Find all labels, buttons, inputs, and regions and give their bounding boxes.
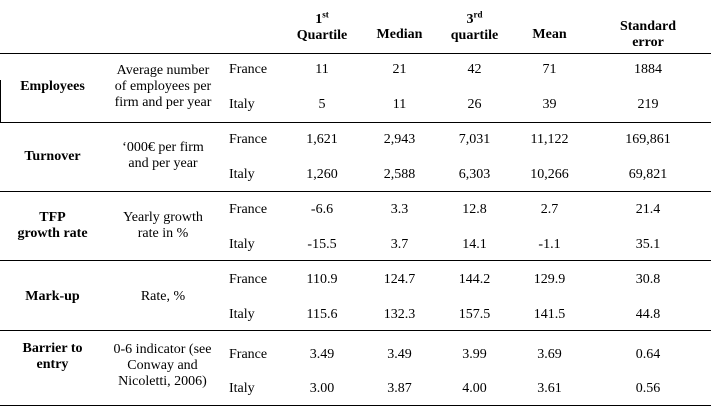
cell-q1: 11 [315, 62, 329, 77]
rule-table-bottom [0, 405, 711, 406]
cell-mean: 11,122 [530, 132, 569, 147]
cell-q3: 12.8 [462, 202, 487, 217]
row-label-tfp [5, 210, 100, 242]
row-label-markup: Mark-up [25, 289, 80, 304]
row-desc-tfp [103, 210, 223, 242]
cell-q1: 3.00 [309, 381, 335, 396]
label-line: growth rate [17, 226, 88, 241]
row-desc-markup [103, 289, 223, 305]
cell-median: 3.3 [390, 202, 409, 217]
cell-q1: 1,260 [306, 167, 338, 182]
country-france: France [229, 347, 268, 362]
cell-mean: 2.7 [540, 202, 559, 217]
cell-q3: 3.99 [462, 347, 487, 362]
row-label-barrier [5, 341, 100, 373]
cell-se: 1884 [634, 62, 662, 77]
rule-turnover-bottom [0, 191, 711, 192]
cell-se: 21.4 [635, 202, 661, 217]
header-q1 [283, 9, 361, 44]
cell-q1: 3.49 [309, 347, 335, 362]
cell-mean: -1.1 [538, 237, 561, 252]
header-mean: Mean [532, 27, 567, 42]
header-q3-number: 3 [466, 12, 474, 27]
country-france: France [229, 202, 268, 217]
cell-mean: 39 [542, 97, 557, 112]
cell-q1: 115.6 [306, 307, 338, 322]
rule-header-bottom [0, 53, 711, 54]
desc-line: and per year [128, 156, 198, 171]
cell-mean: 71 [542, 62, 557, 77]
cell-q3: 42 [467, 62, 482, 77]
header-se-line2: error [632, 35, 664, 50]
cell-q3: 4.00 [462, 381, 487, 396]
rule-left-employees [0, 80, 1, 122]
cell-se: 30.8 [635, 272, 661, 287]
country-italy: Italy [229, 167, 255, 182]
rule-markup-bottom [0, 330, 711, 331]
header-q3 [437, 9, 512, 44]
cell-q3: 6,303 [458, 167, 491, 182]
cell-median: 132.3 [383, 307, 416, 322]
row-label-employees: Employees [20, 79, 85, 94]
desc-line: Rate, % [140, 289, 186, 304]
cell-q3: 7,031 [458, 132, 491, 147]
rule-tfp-bottom [0, 260, 711, 261]
desc-line: 0-6 indicator (see [113, 342, 212, 357]
cell-q1: -6.6 [310, 202, 334, 217]
cell-median: 21 [392, 62, 407, 77]
header-se-line1: Standard [619, 19, 677, 34]
header-median: Median [376, 27, 423, 42]
country-france: France [229, 272, 268, 287]
desc-line: Yearly growth [123, 210, 203, 225]
header-q1-superscript: st [322, 9, 329, 20]
label-line: TFP [39, 210, 66, 225]
cell-se: 44.8 [635, 307, 661, 322]
cell-median: 3.49 [387, 347, 412, 362]
cell-se: 219 [637, 97, 659, 112]
desc-line: Nicoletti, 2006) [118, 374, 207, 389]
cell-q1: 1,621 [306, 132, 338, 147]
row-desc-barrier [100, 342, 225, 390]
cell-mean: 141.5 [533, 307, 566, 322]
cell-q1: 110.9 [306, 272, 338, 287]
cell-median: 3.87 [387, 381, 412, 396]
desc-line: Average number [116, 63, 210, 78]
header-standard-error [598, 19, 698, 51]
cell-q3: 144.2 [458, 272, 491, 287]
cell-mean: 3.61 [537, 381, 562, 396]
cell-mean: 3.69 [537, 347, 562, 362]
cell-median: 2,943 [383, 132, 416, 147]
cell-se: 0.64 [635, 347, 661, 362]
cell-median: 2,588 [383, 167, 416, 182]
header-q1-label: Quartile [296, 28, 348, 43]
cell-se: 169,861 [625, 132, 671, 147]
country-italy: Italy [229, 307, 255, 322]
cell-q1: -15.5 [307, 237, 337, 252]
desc-line: ‘000€ per firm [122, 140, 204, 155]
header-q1-number: 1 [315, 12, 323, 27]
rule-employees-bottom [0, 122, 711, 123]
country-italy: Italy [229, 381, 255, 396]
cell-median: 124.7 [383, 272, 416, 287]
desc-line: firm and per year [114, 95, 212, 110]
cell-se: 0.56 [635, 381, 661, 396]
header-q3-label: quartile [450, 28, 499, 43]
cell-se: 35.1 [635, 237, 661, 252]
header-q3-superscript: rd [473, 9, 483, 20]
label-line: entry [36, 357, 69, 372]
row-desc-turnover [103, 140, 223, 172]
country-france: France [229, 132, 268, 147]
cell-q3: 26 [467, 97, 482, 112]
desc-line: Conway and [127, 358, 198, 373]
country-italy: Italy [229, 237, 255, 252]
cell-mean: 129.9 [533, 272, 566, 287]
country-france: France [229, 62, 268, 77]
country-italy: Italy [229, 97, 255, 112]
cell-se: 69,821 [628, 167, 668, 182]
label-line: Barrier to [22, 341, 83, 356]
cell-q1: 5 [318, 97, 326, 112]
cell-median: 11 [392, 97, 407, 112]
cell-median: 3.7 [390, 237, 409, 252]
cell-q3: 157.5 [458, 307, 491, 322]
desc-line: of employees per [114, 79, 212, 94]
cell-mean: 10,266 [530, 167, 569, 182]
desc-line: rate in % [137, 226, 189, 241]
cell-q3: 14.1 [462, 237, 487, 252]
row-label-turnover: Turnover [24, 149, 81, 164]
row-desc-employees [103, 63, 223, 111]
